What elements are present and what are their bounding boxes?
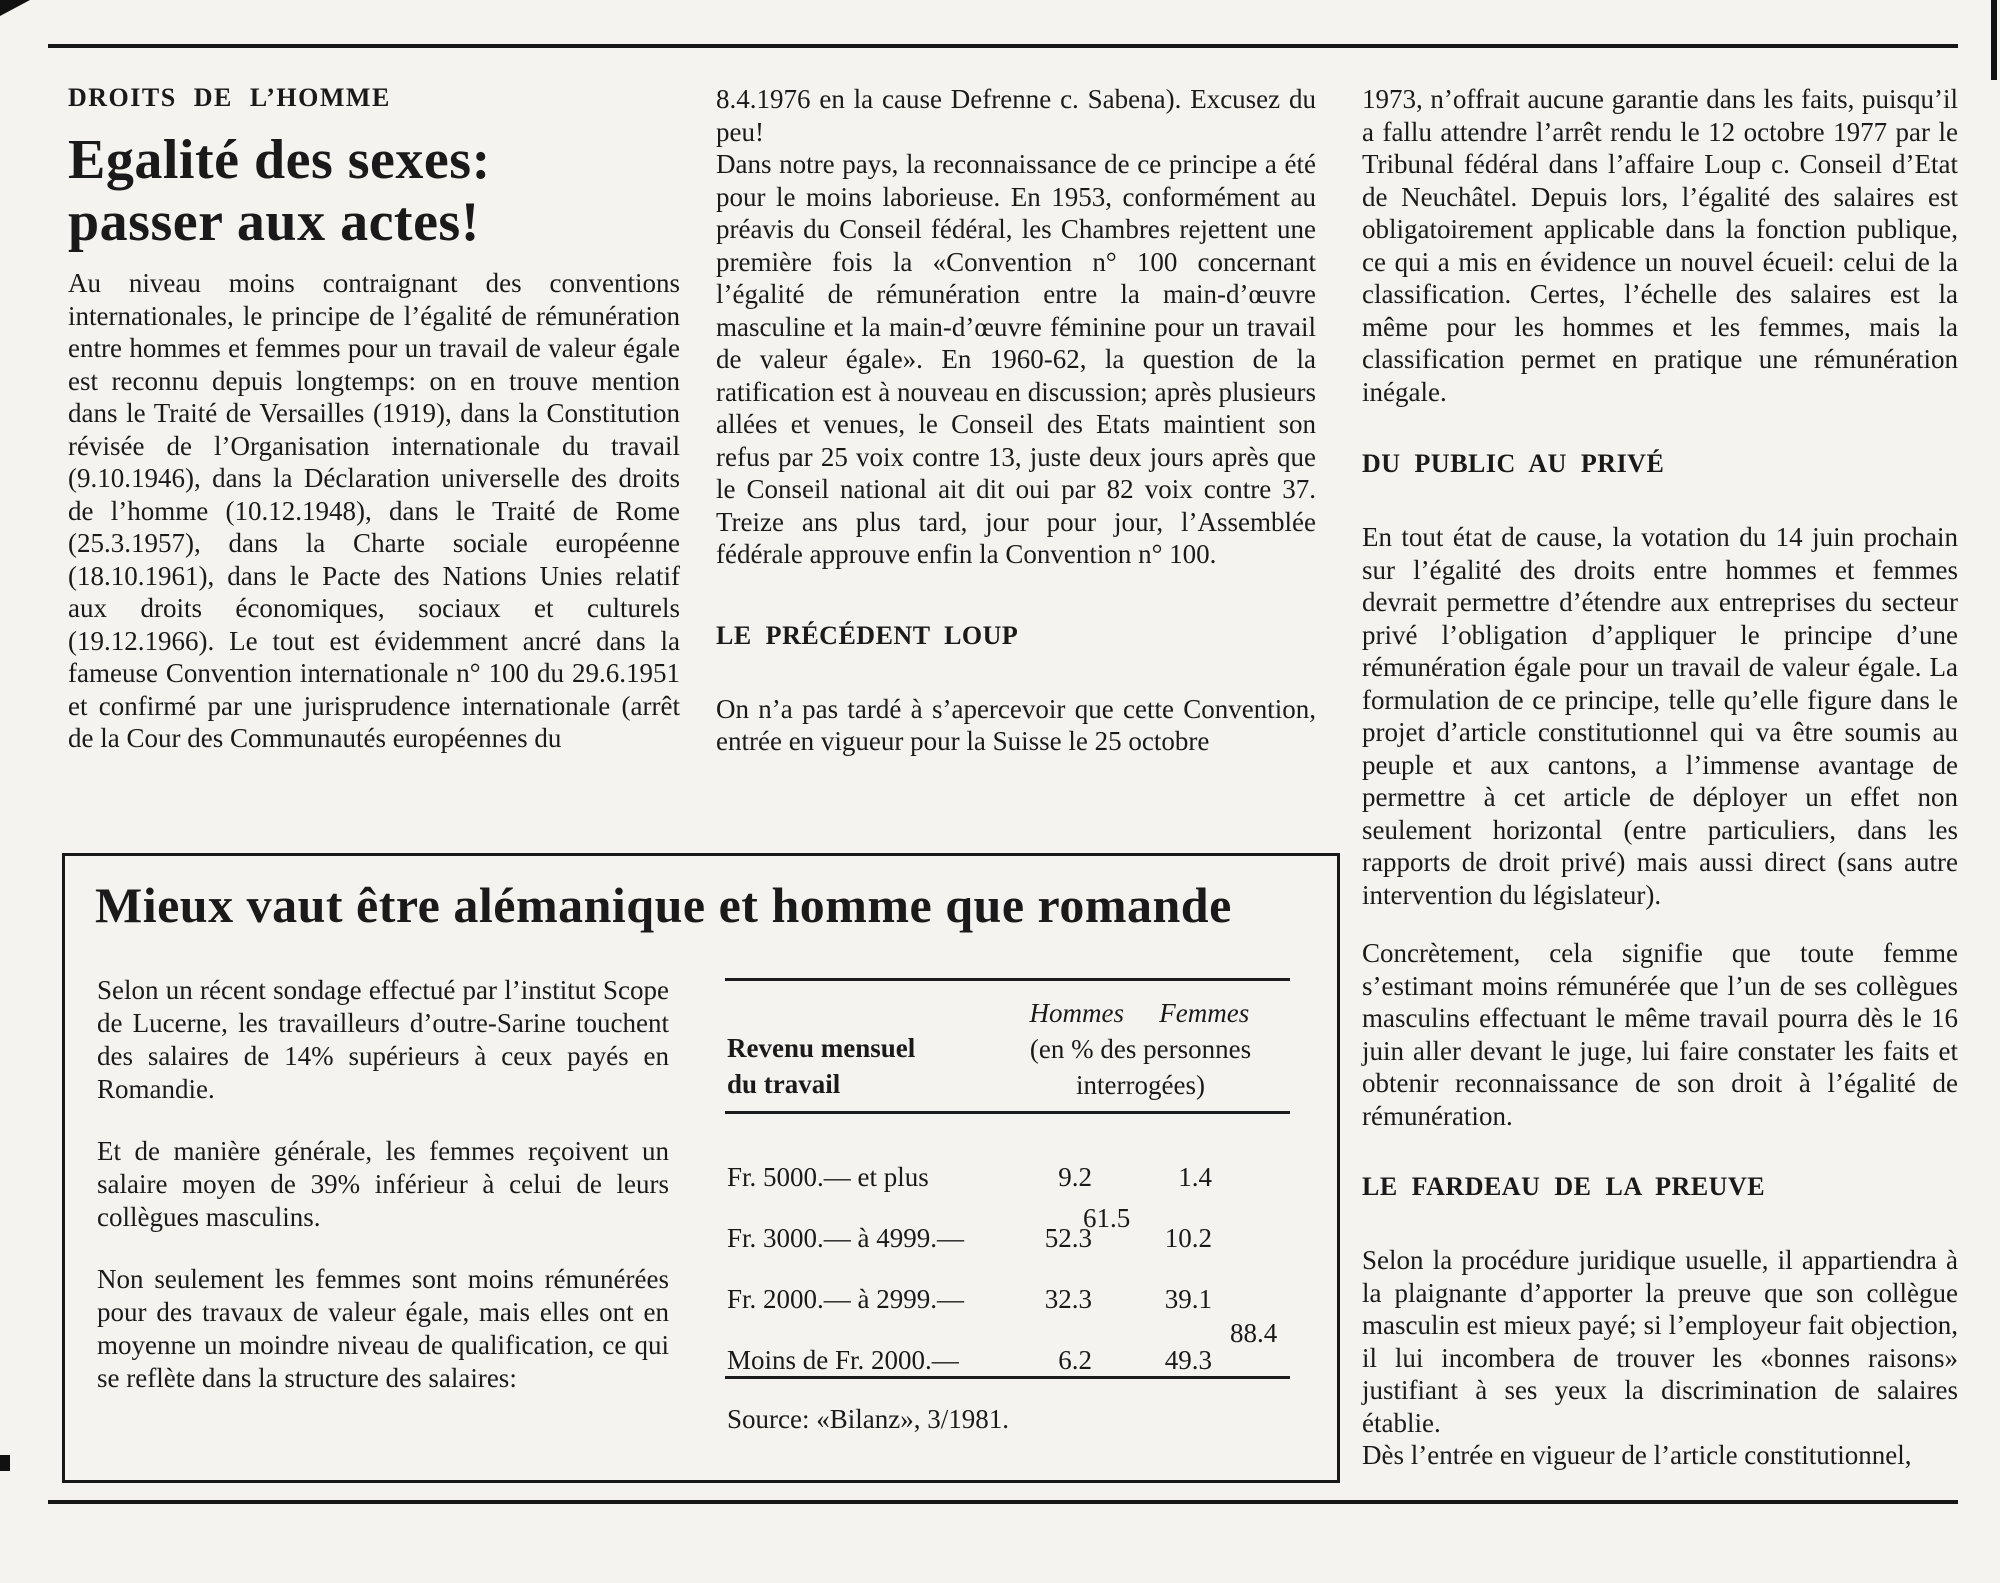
row-label: Fr. 5000.— et plus [727, 1162, 929, 1192]
row-women-value: 1.4 [1178, 1162, 1212, 1192]
article-headline [68, 129, 680, 253]
table-rule-bottom [725, 1376, 1290, 1379]
paragraph: On n’a pas tardé à s’apercevoir que cette Convention, entrée en vigueur pour la Suisse le 25 octobre [716, 693, 1316, 756]
paragraph: Au niveau moins contraignant des conventions internationales, le principe de l’égalité de rémunération entre hommes et femmes pour un travail de valeur égale est reconnu depuis longtemps: on en trouve mention dans le Traité de Versailles (1919), dans la Constitution révisée de l’Organisation internationale du travail (9.10.1946), dans la Déclaration universelle des droits de l’homme (10.12.1948), dans le Traité de Rome (25.3.1957), dans la Charte sociale européenne (18.10.1961), dans le Pacte des Nations Unies relatif aux droits économiques, sociaux et culturels (19.12.1966). Le tout est évidemment ancré dans la fameuse Convention internationale n° 100 du 29.6.1951 et confirmé par une jurisprudence internationale (arrêt de la Cour des Communautés européennes du [68, 268, 680, 753]
scan-artifact [1991, 0, 1997, 80]
row-women-value: 39.1 [1164, 1284, 1212, 1314]
top-rule [48, 44, 1958, 48]
subhead-du-public-au-prive: DU PUBLIC AU PRIVÉ [1362, 449, 1665, 478]
paragraph: 1973, n’offrait aucune garantie dans les faits, puisqu’il a fallu attendre l’arrêt rendu le 12 octobre 1977 par le Tribunal fédéral dans l’affaire Loup c. Conseil d’Etat de Neuchâtel. Depuis lors, l’égalité des salaires est obligatoirement applicable dans la fonction publique, ce qui a mis en évidence un nouvel écueil: celui de la classification. Certes, l’échelle des salaires est la même pour les hommes et les femmes, mais la classification permet en pratique une rémunération inégale. [1362, 84, 1958, 407]
scan-artifact [0, 1455, 10, 1471]
article-column-1 [68, 83, 680, 755]
paragraph: Et de manière générale, les femmes reçoivent un salaire moyen de 39% inférieur à celui de leurs collègues masculins. [97, 1136, 669, 1232]
men-subtotal: 61.5 [1083, 1203, 1131, 1233]
table-row [727, 1272, 1292, 1333]
scan-artifact [0, 0, 30, 16]
table-header-columns [1013, 995, 1268, 1031]
table-rule-top [725, 978, 1290, 981]
table-rule-mid [725, 1111, 1290, 1114]
paragraph: Dès l’entrée en vigueur de l’article constitutionnel, [1362, 1440, 1912, 1470]
table-header-income-line1: Revenu mensuel [727, 1033, 916, 1063]
paragraph: Selon un récent sondage effectué par l’institut Scope de Lucerne, les travailleurs d’outre-Sarine touchent des salaires de 14% supérieurs à ceux payés en Romandie. [97, 975, 669, 1104]
table-header-note-line1: (en % des personnes [1029, 1034, 1252, 1064]
paragraph: Concrètement, cela signifie que toute femme s’estimant moins rémunérée que l’un de ses collègues masculins effectuant le même travail pourra dès le 16 juin aller devant le juge, lui faire constater les faits et obtenir reconnaissance de son droit à l’égalité de rémunération. [1362, 938, 1958, 1131]
table-header-income [727, 1030, 915, 1102]
table-header-men: Hommes [1029, 998, 1124, 1028]
row-men-value: 9.2 [1058, 1162, 1092, 1192]
article-column-3 [1362, 83, 1958, 1472]
paragraph: Dans notre pays, la reconnaissance de ce principe a été pour le moins laborieuse. En 1953, conformément au préavis du Conseil fédéral, les Chambres rejettent une première fois la «Convention n° 100 concernant l’égalité de rémunération entre la main-d’œuvre masculine et la main-d’œuvre féminine pour un travail de valeur égale». En 1960-62, la question de la ratification est à nouveau en discussion; après plusieurs allées et venues, le Conseil des Etats maintient son refus par 25 voix contre 13, juste deux jours après que le Conseil national ait dit oui par 82 voix contre 37. Treize ans plus tard, jour pour jour, l’Assemblée fédérale approuve enfin la Convention n° 100. [716, 149, 1316, 569]
row-men-value: 32.3 [1044, 1284, 1092, 1314]
table-header-note-line2: interrogées) [1076, 1070, 1205, 1100]
table-row [727, 1211, 1292, 1272]
subhead-le-fardeau-de-la-preuve: LE FARDEAU DE LA PREUVE [1362, 1172, 1766, 1201]
row-label: Fr. 3000.— à 4999.— [727, 1223, 965, 1253]
row-men-value: 52.3 [1044, 1223, 1092, 1253]
box-title: Mieux vaut être alémanique et homme que romande [95, 877, 1232, 933]
box-text-column [97, 974, 669, 1395]
bottom-rule [48, 1500, 1958, 1504]
paragraph: En tout état de cause, la votation du 14 juin prochain sur l’égalité des droits entre hommes et femmes devrait permettre d’étendre aux entreprises du secteur privé l’obligation d’appliquer le principe d’une rémunération égale pour un travail de valeur égale. La formulation de ce principe, telle qu’elle figure dans le projet d’article constitutionnel qui va être soumis au peuple et aux cantons, a l’immense avantage de permettre à cet article de déployer un effet non seulement horizontal (entre particuliers, dans les rapports de droit privé) mais aussi direct (sans autre intervention du législateur). [1362, 522, 1958, 910]
table-source: Source: «Bilanz», 3/1981. [727, 1404, 1009, 1434]
table-header-income-line2: du travail [727, 1069, 841, 1099]
table-row [727, 1150, 1292, 1211]
paragraph: 8.4.1976 en la cause Defrenne c. Sabena). Excusez du peu! [716, 84, 1316, 147]
table-row [727, 1333, 1292, 1394]
headline-line-2: passer aux actes! [68, 191, 480, 253]
sidebar-box [62, 853, 1340, 1483]
section-kicker: DROITS DE L’HOMME [68, 83, 391, 112]
table-header-women: Femmes [1159, 998, 1250, 1028]
row-women-value: 49.3 [1164, 1345, 1212, 1375]
subhead-le-precedent-loup: LE PRÉCÉDENT LOUP [716, 620, 1019, 650]
article-column-2 [716, 83, 1316, 758]
paragraph: Selon la procédure juridique usuelle, il appartiendra à la plaignante d’apporter la preuve que son collègue masculin est mieux payé; si l’employeur fait objection, il lui incombera de trouver les «bonnes raisons» justifiant à ses yeux la discrimination de salaires établie. [1362, 1245, 1958, 1438]
table-rows [727, 1150, 1292, 1394]
table-header-groups [1013, 995, 1268, 1103]
women-subtotal: 88.4 [1230, 1318, 1278, 1348]
row-women-value: 10.2 [1164, 1223, 1212, 1253]
paragraph: Non seulement les femmes sont moins rémunérées pour des travaux de valeur égale, mais elles ont en moyenne un moindre niveau de qualification, ce qui se reflète dans la structure des salaires: [97, 1264, 669, 1393]
row-label: Moins de Fr. 2000.— [727, 1345, 959, 1375]
row-label: Fr. 2000.— à 2999.— [727, 1284, 965, 1314]
headline-line-1: Egalité des sexes: [68, 129, 491, 191]
row-men-value: 6.2 [1058, 1345, 1092, 1375]
